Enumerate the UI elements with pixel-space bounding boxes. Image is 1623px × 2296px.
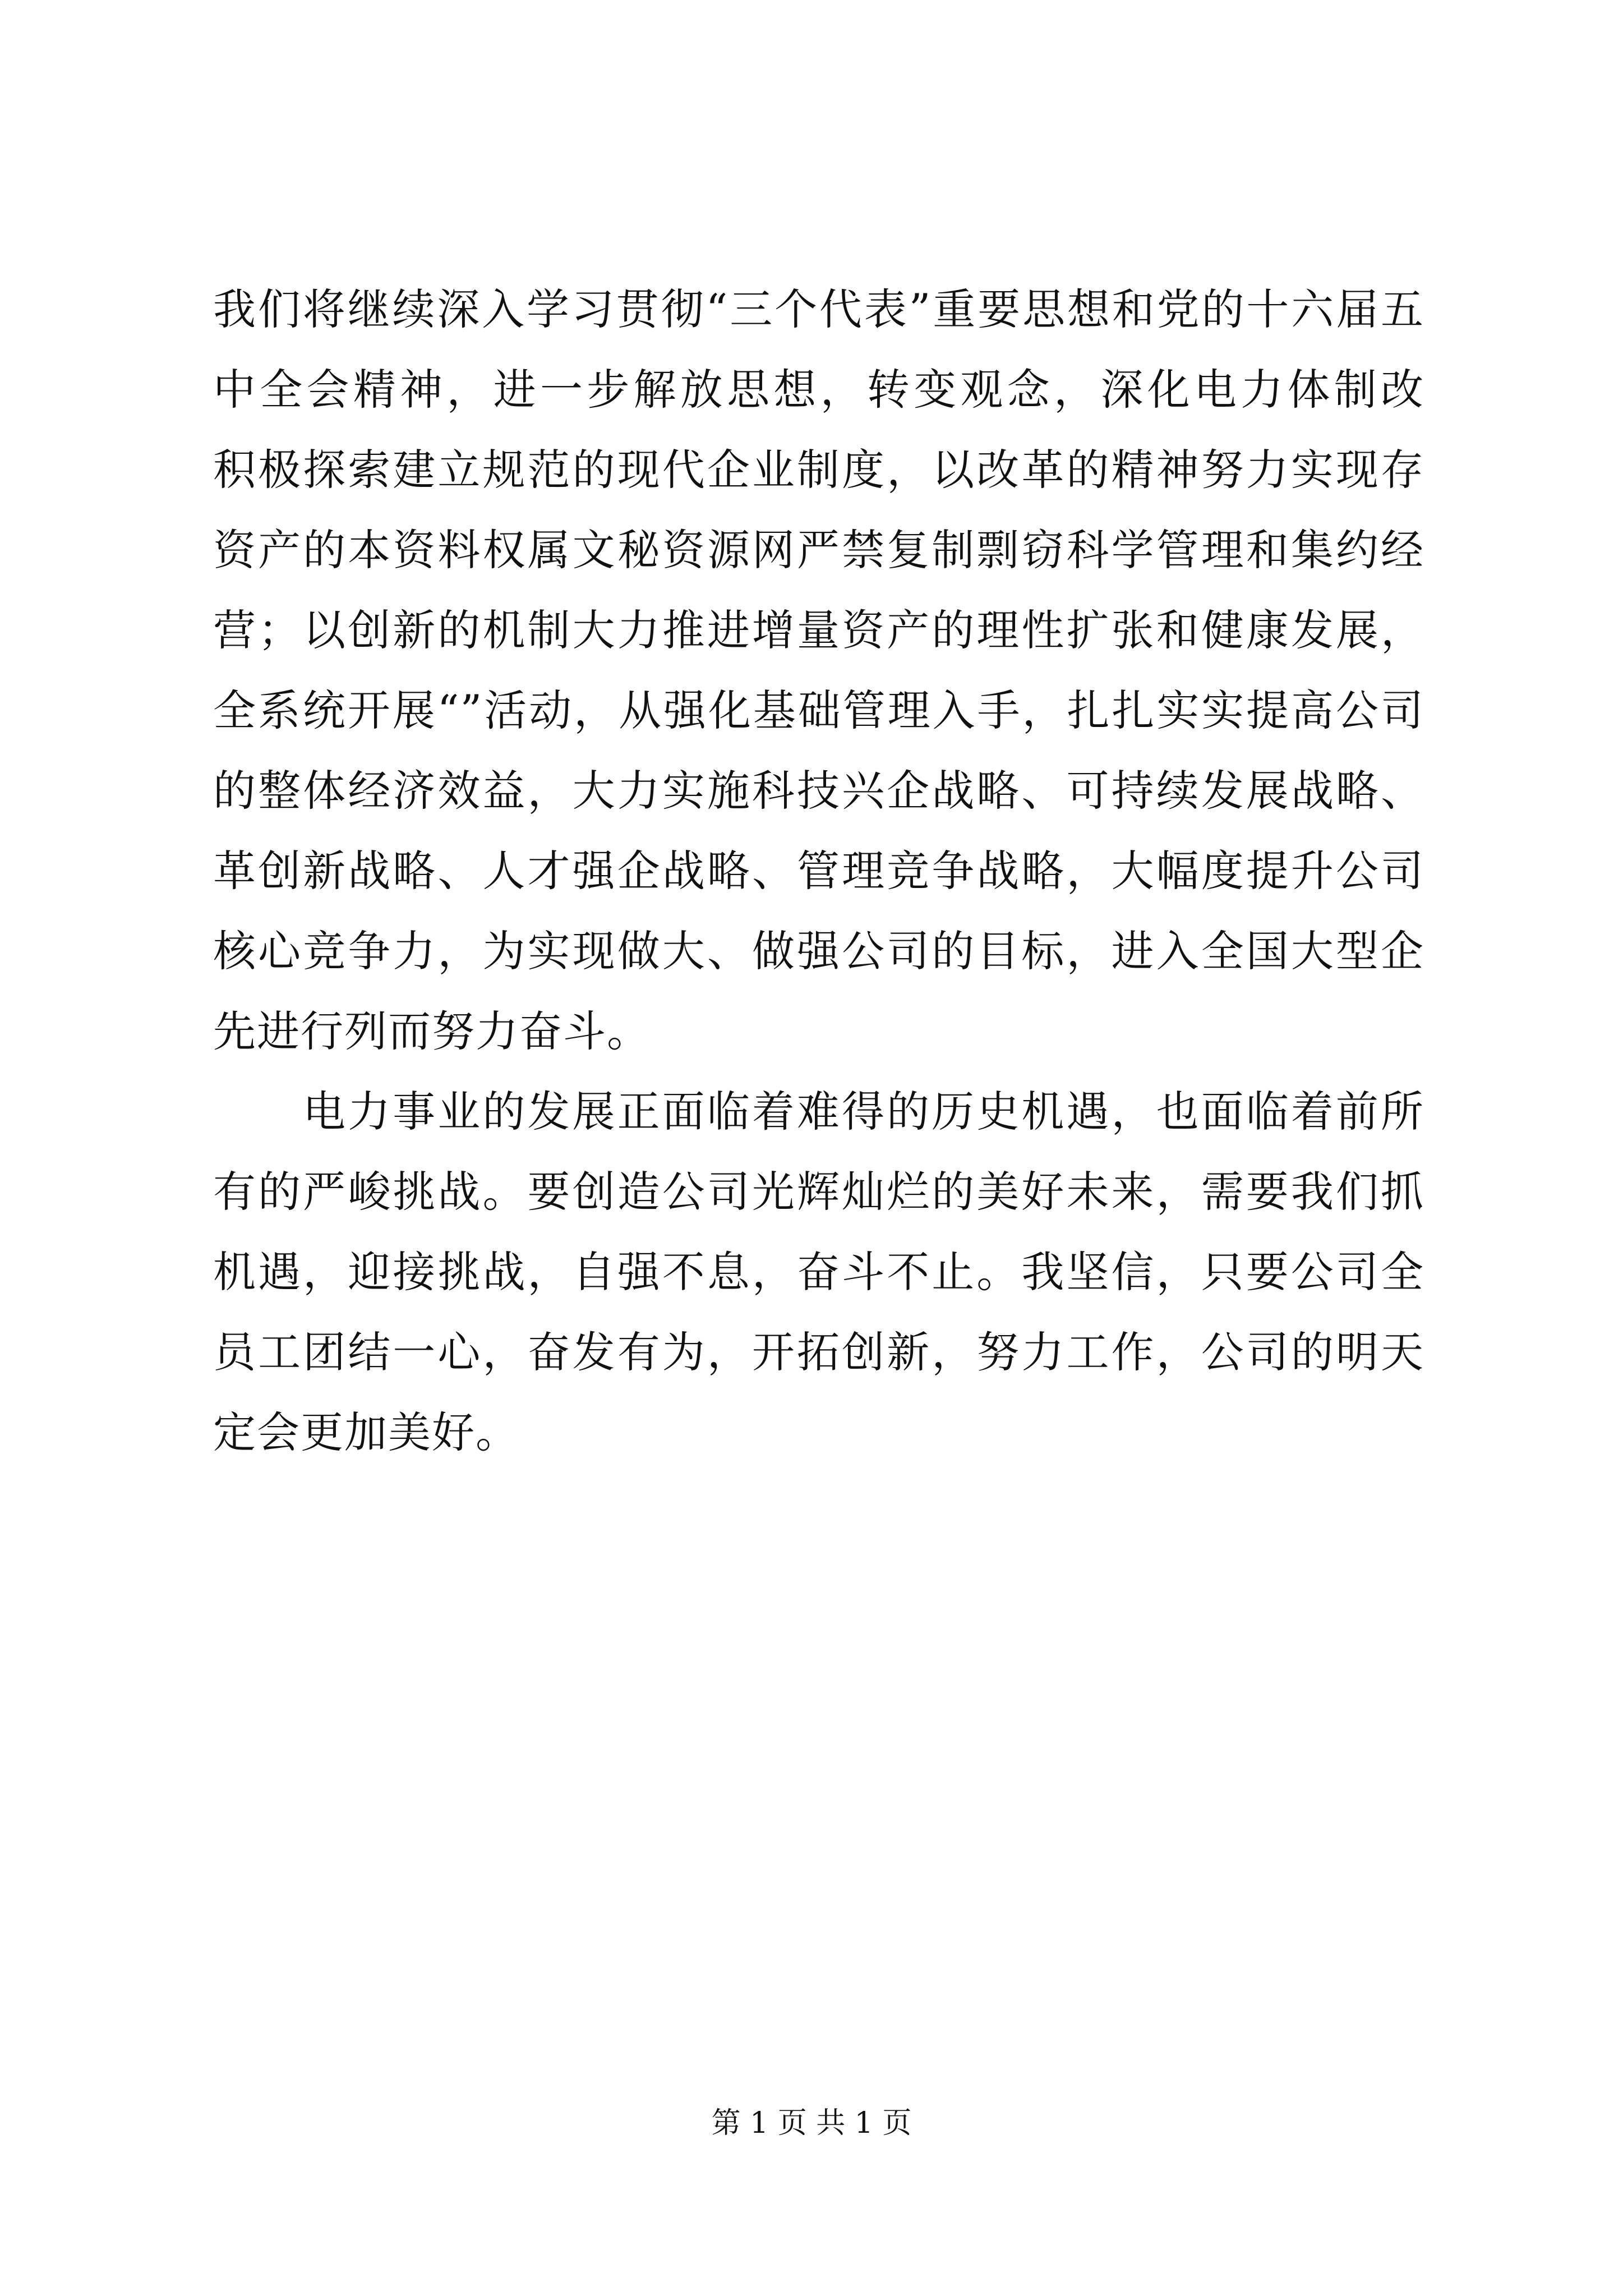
page-footer: [0, 2104, 1623, 2143]
text-line: 我们将继续深入学习贯彻“三个代表”重要思想和党的十六届五: [213, 284, 1424, 334]
paragraph-1: [213, 269, 1424, 1071]
text-line: 资产的本资料权属文秘资源网严禁复制剽窃科学管理和集约经: [213, 525, 1424, 575]
text-line: 先进行列而努力奋斗。: [213, 1006, 651, 1056]
text-line: 机遇，迎接挑战，自强不息，奋斗不止。我坚信，只要公司全: [213, 1247, 1424, 1297]
text-line: 电力事业的发展正面临着难得的历史机遇，也面临着前所: [303, 1087, 1424, 1137]
paragraph-2: [213, 1071, 1424, 1473]
text-line: 核心竞争力，为实现做大、做强公司的目标，进入全国大型企: [213, 926, 1424, 976]
text-line: 全系统开展“”活动，从强化基础管理入手，扎扎实实提高公司: [213, 685, 1424, 735]
text-line: 有的严峻挑战。要创造公司光辉灿烂的美好未来，需要我们抓: [213, 1167, 1424, 1217]
page-number: 第 1 页 共 1 页: [711, 2106, 912, 2140]
text-line: 革创新战略、人才强企战略、管理竞争战略，大幅度提升公司: [213, 846, 1424, 896]
text-line: 员工团结一心，奋发有为，开拓创新，努力工作，公司的明天: [213, 1327, 1424, 1377]
text-line: 积极探索建立规范的现代企业制度，以改革的精神努力实现存: [213, 445, 1424, 495]
document-body: [213, 269, 1424, 1473]
text-line: 营；以创新的机制大力推进增量资产的理性扩张和健康发展，: [213, 605, 1424, 655]
text-line: 定会更加美好。: [213, 1407, 519, 1457]
text-line: 中全会精神，进一步解放思想，转变观念，深化电力体制改: [213, 365, 1424, 415]
text-line: 的整体经济效益，大力实施科技兴企战略、可持续发展战略、: [213, 766, 1424, 816]
